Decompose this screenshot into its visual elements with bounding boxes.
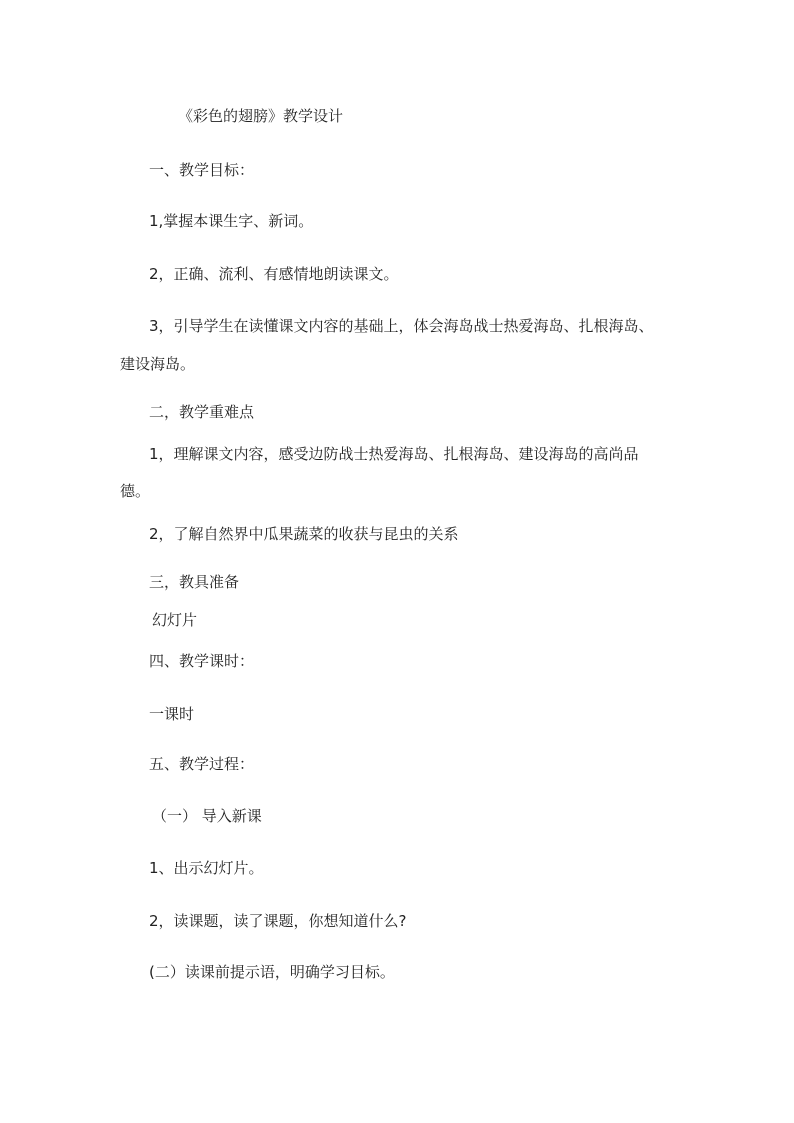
hours-content: 一课时 [149,705,195,723]
objectives-heading: 一、教学目标： [149,161,255,179]
difficulty-item-1-line-2: 德。 [120,482,151,500]
process-step-2: 2，读课题，读了课题，你想知道什么? [149,912,407,930]
materials-content: 幻灯片 [152,611,198,629]
process-step-1: 1、出示幻灯片。 [149,859,264,877]
process-subsection-1: （一） 导入新课 [152,807,262,825]
objective-item-3-line-1: 3，引导学生在读懂课文内容的基础上，体会海岛战士热爱海岛、扎根海岛、 [149,317,654,335]
document-title: 《彩色的翅膀》教学设计 [178,107,344,125]
process-heading: 五、教学过程： [149,755,255,773]
objective-item-1: 1,掌握本课生字、新词。 [149,212,314,230]
hours-heading: 四、教学课时： [149,652,255,670]
difficulties-heading: 二，教学重难点 [149,403,255,421]
difficulty-item-2: 2，了解自然界中瓜果蔬菜的收获与昆虫的关系 [149,525,459,543]
materials-heading: 三，教具准备 [149,573,240,591]
difficulty-item-1-line-1: 1，理解课文内容，感受边防战士热爱海岛、扎根海岛、建设海岛的高尚品 [149,445,639,463]
objective-item-2: 2，正确、流利、有感情地朗读课文。 [149,265,399,283]
objective-item-3-line-2: 建设海岛。 [120,355,196,373]
process-subsection-2: (二）读课前提示语，明确学习目标。 [149,963,395,981]
